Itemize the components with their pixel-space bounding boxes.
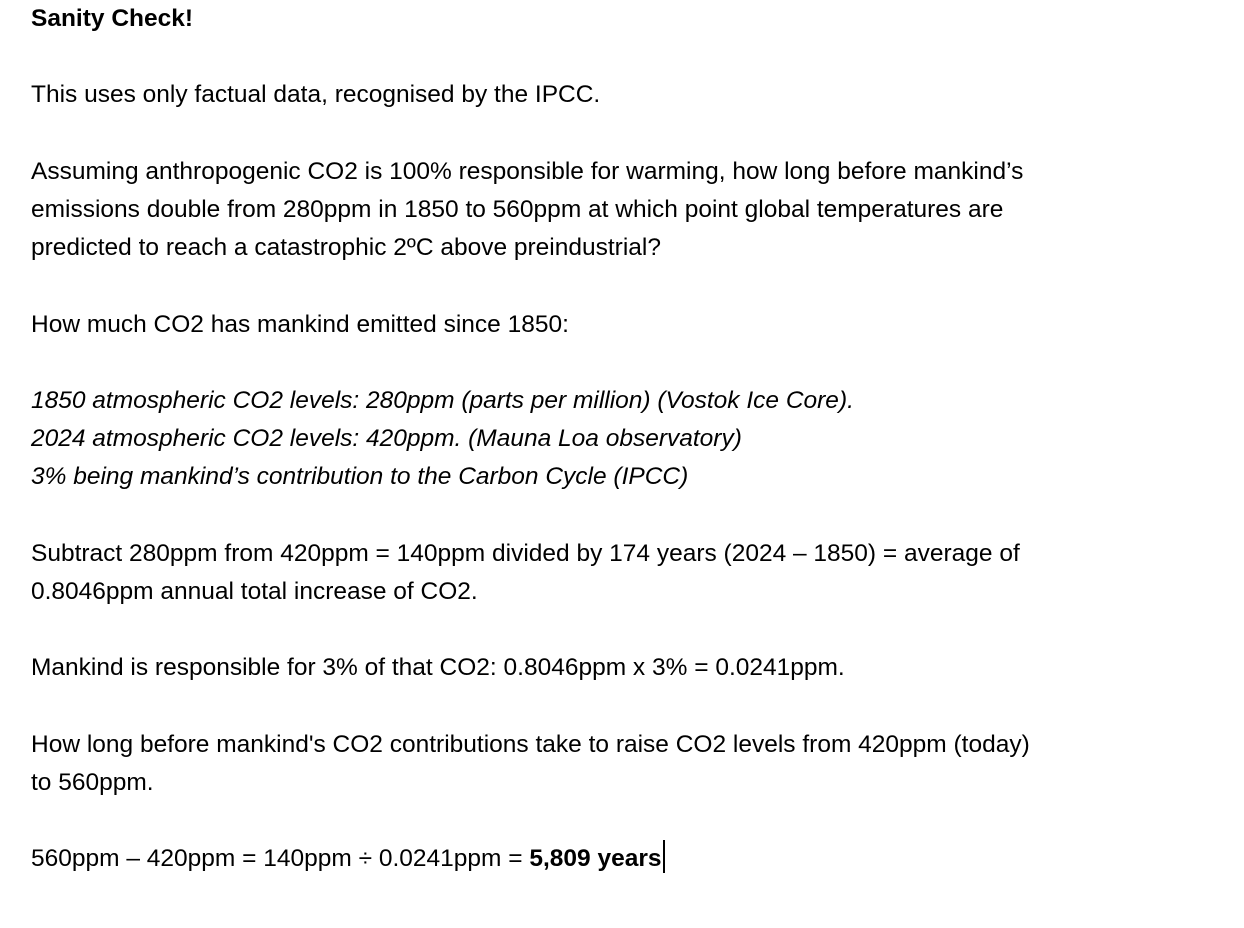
text-line: Assuming anthropogenic CO2 is 100% responsible for warming, how long before mankind’s bbox=[31, 157, 1024, 185]
calculation-expression: 560ppm – 420ppm = 140ppm ÷ 0.0241ppm = bbox=[31, 845, 530, 873]
paragraph-emitted-heading bbox=[31, 306, 1214, 344]
text-line: How long before mankind's CO2 contributions take to raise CO2 levels from 420ppm (today) bbox=[31, 730, 1030, 758]
text-cursor bbox=[663, 840, 665, 873]
paragraph-intro bbox=[31, 76, 1214, 114]
document-heading bbox=[31, 0, 1214, 38]
text-line: This uses only factual data, recognised by the IPCC. bbox=[31, 81, 601, 109]
paragraph-facts bbox=[31, 382, 1214, 497]
text-line: Mankind is responsible for 3% of that CO2: 0.8046ppm x 3% = 0.0241ppm. bbox=[31, 654, 845, 682]
text-line: Subtract 280ppm from 420ppm = 140ppm divided by 174 years (2024 – 1850) = average of bbox=[31, 539, 1020, 567]
paragraph-howlong bbox=[31, 726, 1214, 802]
paragraph-question bbox=[31, 153, 1214, 268]
heading-text: Sanity Check! bbox=[31, 5, 194, 32]
fact-line-2024: 2024 atmospheric CO2 levels: 420ppm. (Mauna Loa observatory) bbox=[31, 425, 742, 453]
fact-line-contribution: 3% being mankind’s contribution to the Carbon Cycle (IPCC) bbox=[31, 463, 689, 491]
text-line: emissions double from 280ppm in 1850 to 560ppm at which point global temperatures are bbox=[31, 195, 1004, 223]
calculation-result: 5,809 years bbox=[529, 845, 662, 873]
paragraph-responsible bbox=[31, 649, 1214, 687]
text-line: predicted to reach a catastrophic 2ºC above preindustrial? bbox=[31, 234, 661, 262]
text-line: 0.8046ppm annual total increase of CO2. bbox=[31, 577, 478, 605]
paragraph-calculation bbox=[31, 840, 1214, 878]
calculation-line bbox=[31, 840, 1214, 878]
text-line: How much CO2 has mankind emitted since 1850: bbox=[31, 310, 569, 338]
paragraph-subtract bbox=[31, 535, 1214, 611]
text-line: to 560ppm. bbox=[31, 768, 154, 796]
fact-line-1850: 1850 atmospheric CO2 levels: 280ppm (parts per million) (Vostok Ice Core). bbox=[31, 386, 854, 414]
